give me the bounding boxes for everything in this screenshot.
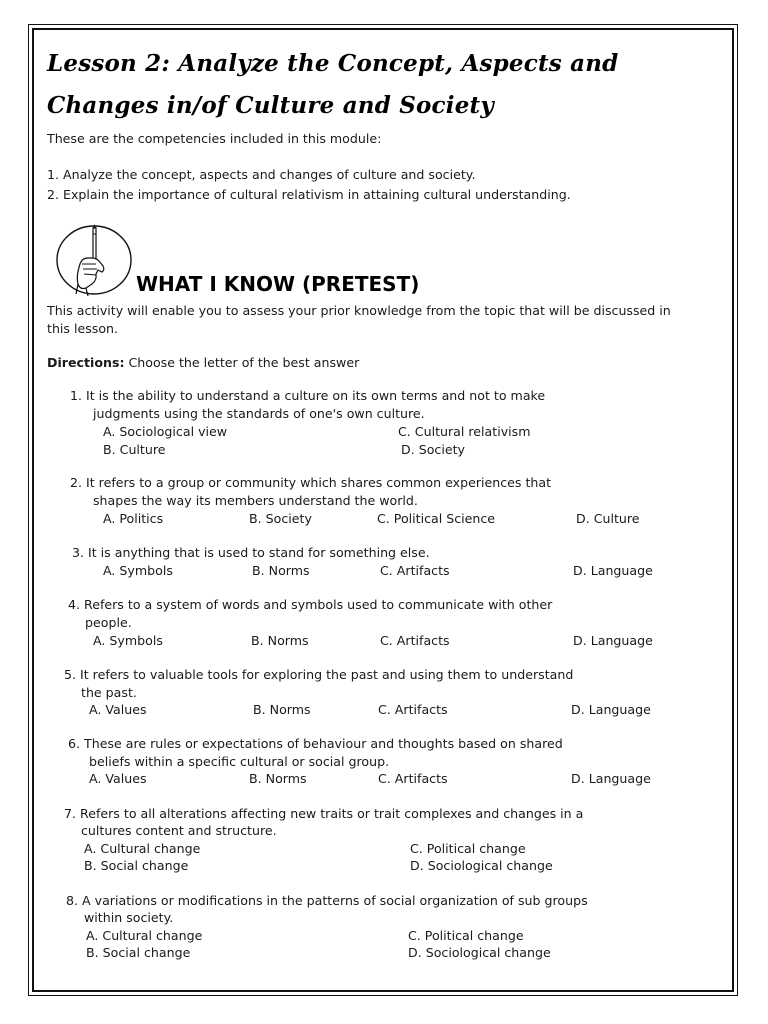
directions-label: Directions: <box>47 355 125 370</box>
question-7-cont: cultures content and structure. <box>81 823 277 838</box>
question-1-cont: judgments using the standards of one's own culture. <box>93 406 425 421</box>
option: B. Norms <box>252 563 310 578</box>
question-4-cont: people. <box>85 615 132 630</box>
option: C. Political change <box>410 841 526 856</box>
option: A. Symbols <box>93 633 163 648</box>
option: D. Sociological change <box>410 858 553 873</box>
lesson-title-line-2: Changes in/of Culture and Society <box>47 92 494 119</box>
option: C. Artifacts <box>380 633 450 648</box>
option: A. Symbols <box>103 563 173 578</box>
option: D. Language <box>573 633 653 648</box>
question-4: 4. Refers to a system of words and symbols used to communicate with other <box>68 597 553 612</box>
competency-item: 2. Explain the importance of cultural relativism in attaining cultural understanding. <box>47 187 571 202</box>
option: B. Culture <box>103 442 166 457</box>
competency-item: 1. Analyze the concept, aspects and changes of culture and society. <box>47 167 476 182</box>
question-8: 8. A variations or modifications in the patterns of social organization of sub groups <box>66 893 588 908</box>
directions <box>47 354 359 372</box>
question-2-cont: shapes the way its members understand the world. <box>93 493 418 508</box>
option: C. Artifacts <box>378 702 448 717</box>
option: A. Cultural change <box>86 928 203 943</box>
question-7: 7. Refers to all alterations affecting new traits or trait complexes and changes in a <box>64 806 584 821</box>
question-1: 1. It is the ability to understand a culture on its own terms and not to make <box>70 388 546 403</box>
question-8-cont: within society. <box>84 910 174 925</box>
option: A. Values <box>89 702 147 717</box>
question-6-cont: beliefs within a specific cultural or social group. <box>89 754 390 769</box>
option: D. Language <box>571 771 651 786</box>
option: D. Sociological change <box>408 945 551 960</box>
section-title: WHAT I KNOW (PRETEST) <box>136 272 420 296</box>
option: A. Politics <box>103 511 164 526</box>
option: C. Political Science <box>377 511 496 526</box>
option: B. Norms <box>253 702 311 717</box>
option: D. Society <box>401 442 465 457</box>
directions-text: Choose the letter of the best answer <box>124 355 360 370</box>
option: C. Political change <box>408 928 524 943</box>
question-5: 5. It refers to valuable tools for exploring the past and using them to understand <box>64 667 574 682</box>
competencies-intro: These are the competencies included in this module: <box>47 131 382 146</box>
option: B. Social change <box>84 858 189 873</box>
question-6: 6. These are rules or expectations of behaviour and thoughts based on shared <box>68 736 563 751</box>
option: B. Social change <box>86 945 191 960</box>
question-3: 3. It is anything that is used to stand for something else. <box>72 545 430 560</box>
option: C. Cultural relativism <box>398 424 531 439</box>
option: D. Culture <box>576 511 640 526</box>
option: A. Sociological view <box>103 424 228 439</box>
option: A. Cultural change <box>84 841 201 856</box>
question-2: 2. It refers to a group or community which shares common experiences that <box>70 475 552 490</box>
option: B. Norms <box>249 771 307 786</box>
option: C. Artifacts <box>380 563 450 578</box>
option: D. Language <box>571 702 651 717</box>
option: C. Artifacts <box>378 771 448 786</box>
option: D. Language <box>573 563 653 578</box>
lesson-title-line-1: Lesson 2: Analyze the Concept, Aspects and <box>47 50 619 77</box>
option: A. Values <box>89 771 147 786</box>
option: B. Society <box>249 511 312 526</box>
hand-holding-pencil-icon <box>52 224 132 296</box>
question-5-cont: the past. <box>81 685 137 700</box>
option: B. Norms <box>251 633 309 648</box>
activity-intro: This activity will enable you to assess your prior knowledge from the topic that will be discussed in this lesson. <box>47 303 671 336</box>
